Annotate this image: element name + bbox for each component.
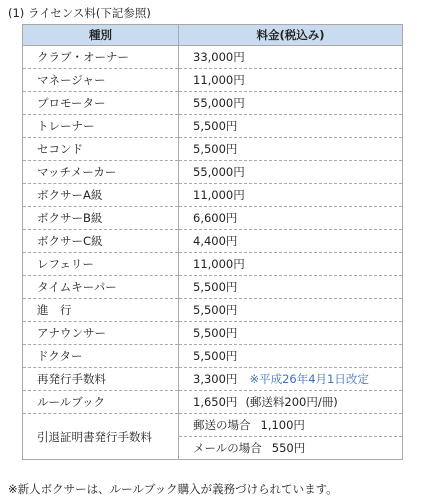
row-name: セコンド bbox=[23, 138, 179, 161]
row-price: 11,000円 bbox=[179, 253, 403, 276]
postage-note: (郵送料200円/冊) bbox=[245, 395, 338, 409]
row-name: マネージャー bbox=[23, 69, 179, 92]
table-row bbox=[23, 276, 403, 299]
option-label: メールの場合 bbox=[193, 441, 262, 455]
option-value: 550円 bbox=[271, 441, 306, 455]
row-name: ボクサーC級 bbox=[23, 230, 179, 253]
row-name: クラブ・オーナー bbox=[23, 46, 179, 69]
row-name: プロモーター bbox=[23, 92, 179, 115]
table-row-certificate bbox=[23, 414, 403, 437]
table-row bbox=[23, 345, 403, 368]
table-row bbox=[23, 161, 403, 184]
option-label: 郵送の場合 bbox=[193, 418, 251, 432]
table-row-reissue bbox=[23, 368, 403, 391]
table-row bbox=[23, 230, 403, 253]
row-price: 55,000円 bbox=[179, 92, 403, 115]
row-price: 4,400円 bbox=[179, 230, 403, 253]
row-name: トレーナー bbox=[23, 115, 179, 138]
table-header-row bbox=[23, 25, 403, 46]
row-price: 1,650円 bbox=[193, 395, 238, 409]
table-row bbox=[23, 207, 403, 230]
row-price-with-note bbox=[179, 368, 403, 391]
revision-note: ※平成26年4月1日改定 bbox=[249, 372, 369, 386]
table-row bbox=[23, 253, 403, 276]
row-name: アナウンサー bbox=[23, 322, 179, 345]
row-price: 5,500円 bbox=[179, 322, 403, 345]
row-name: ボクサーB級 bbox=[23, 207, 179, 230]
row-price: 5,500円 bbox=[179, 299, 403, 322]
row-name: 引退証明書発行手数料 bbox=[23, 414, 179, 460]
license-fee-table bbox=[22, 24, 403, 460]
row-price: 5,500円 bbox=[179, 345, 403, 368]
table-row bbox=[23, 115, 403, 138]
row-name: ドクター bbox=[23, 345, 179, 368]
option-value: 1,100円 bbox=[260, 418, 305, 432]
row-name: マッチメーカー bbox=[23, 161, 179, 184]
footnote: ※新人ボクサーは、ルールブック購入が義務づけられています。 bbox=[8, 482, 338, 496]
row-name: タイムキーパー bbox=[23, 276, 179, 299]
row-price-with-postage bbox=[179, 391, 403, 414]
table-row bbox=[23, 299, 403, 322]
row-price: 3,300円 bbox=[193, 372, 238, 386]
row-price: 55,000円 bbox=[179, 161, 403, 184]
row-price: 5,500円 bbox=[179, 138, 403, 161]
row-price: 11,000円 bbox=[179, 69, 403, 92]
row-price: 6,600円 bbox=[179, 207, 403, 230]
certificate-option-mail bbox=[179, 414, 403, 437]
row-price: 33,000円 bbox=[179, 46, 403, 69]
row-name: レフェリー bbox=[23, 253, 179, 276]
header-type: 種別 bbox=[23, 25, 179, 46]
table-row bbox=[23, 69, 403, 92]
table-row bbox=[23, 322, 403, 345]
table-row bbox=[23, 92, 403, 115]
table-row bbox=[23, 138, 403, 161]
row-name: ボクサーA級 bbox=[23, 184, 179, 207]
table-row-rulebook bbox=[23, 391, 403, 414]
row-price: 5,500円 bbox=[179, 115, 403, 138]
row-name: 進 行 bbox=[23, 299, 179, 322]
table-row bbox=[23, 46, 403, 69]
row-name: ルールブック bbox=[23, 391, 179, 414]
row-name: 再発行手数料 bbox=[23, 368, 179, 391]
certificate-option-email bbox=[179, 437, 403, 460]
row-price: 11,000円 bbox=[179, 184, 403, 207]
header-fee: 料金(税込み) bbox=[179, 25, 403, 46]
section-caption: (1) ライセンス料(下記参照) bbox=[8, 6, 151, 20]
row-price: 5,500円 bbox=[179, 276, 403, 299]
table-row bbox=[23, 184, 403, 207]
